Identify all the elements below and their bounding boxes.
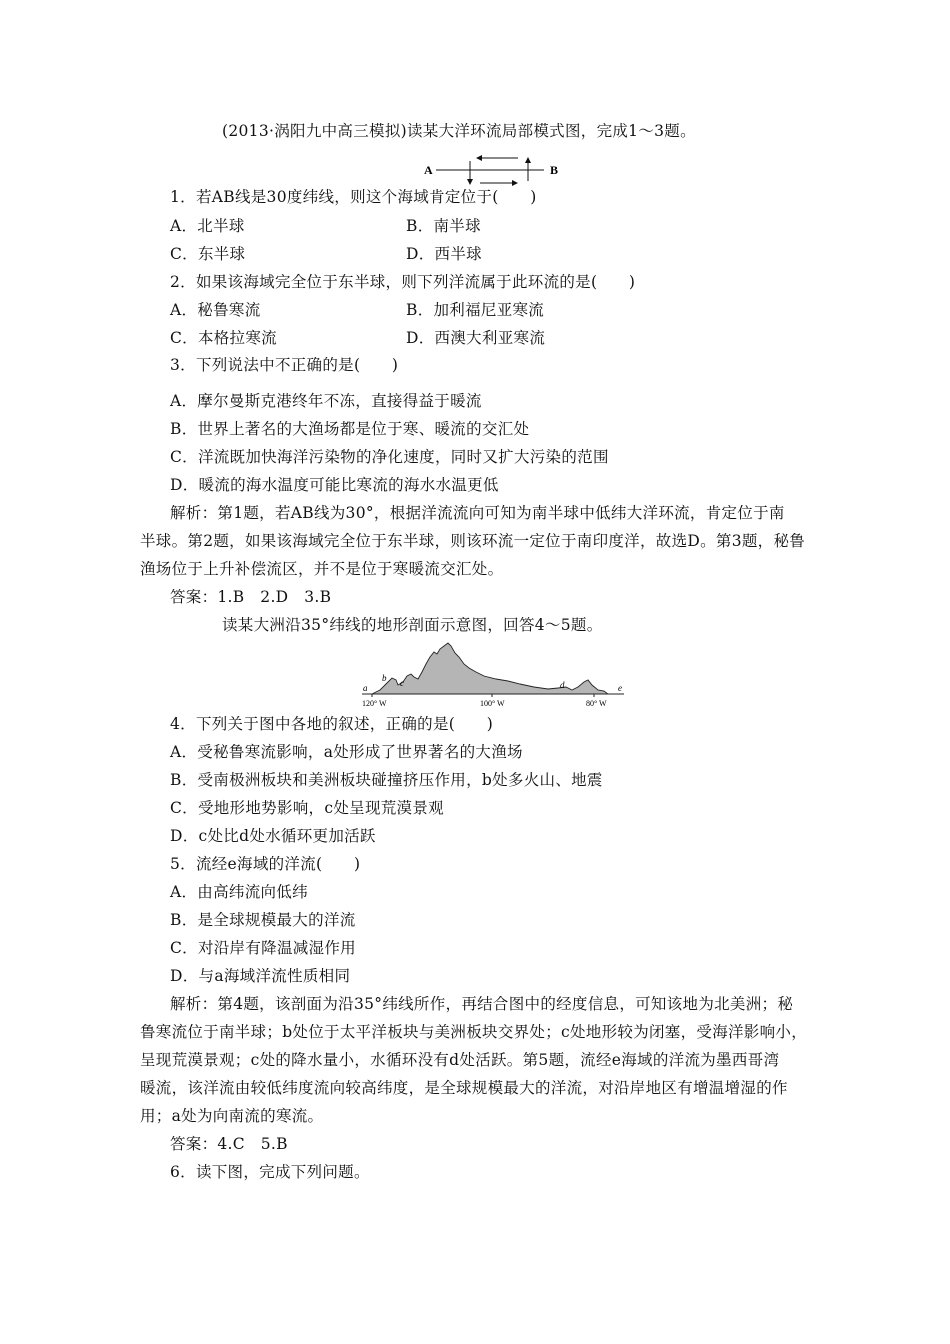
point-a-label: A <box>424 163 433 177</box>
question-6-stem: 6．读下图，完成下列问题。 <box>170 1163 370 1181</box>
q4-option-c: C．受地形地势影响，c处呈现荒漠景观 <box>170 799 444 817</box>
analysis-2-line-3: 呈现荒漠景观；c处的降水量小，水循环没有d处活跃。第5题，流经e海域的洋流为墨西哥湾 <box>140 1051 780 1069</box>
longitude-120w: 120° W <box>362 699 387 708</box>
analysis-2-line-4: 暖流，该洋流由较低纬度流向较高纬度，是全球规模最大的洋流，对沿岸地区有增温增湿的作 <box>140 1079 788 1097</box>
q2-option-b: B．加利福尼亚寒流 <box>406 301 545 319</box>
question-4-stem: 4．下列关于图中各地的叙述，正确的是( ) <box>170 715 494 733</box>
profile-label-c: c <box>400 678 404 688</box>
question-3-stem: 3．下列说法中不正确的是( ) <box>170 356 399 374</box>
intro-1-3: (2013·涡阳九中高三模拟)读某大洋环流局部模式图，完成1～3题。 <box>222 122 696 140</box>
q4-option-d: D．c处比d处水循环更加活跃 <box>170 827 376 845</box>
q1-option-d: D．西半球 <box>406 245 482 263</box>
longitude-80w: 80° W <box>586 699 607 708</box>
point-b-label: B <box>550 163 559 177</box>
profile-label-d: d <box>560 680 565 690</box>
q3-option-c: C．洋流既加快海洋污染物的净化速度，同时又扩大污染的范围 <box>170 448 609 466</box>
question-5-stem: 5．流经e海域的洋流( ) <box>170 855 361 873</box>
q4-option-a: A．受秘鲁寒流影响，a处形成了世界著名的大渔场 <box>170 743 523 761</box>
q5-option-a: A．由高纬流向低纬 <box>170 883 308 901</box>
q3-option-d: D．暖流的海水温度可能比寒流的海水水温更低 <box>170 476 499 494</box>
analysis-2-line-5: 用；a处为向南流的寒流。 <box>140 1107 324 1125</box>
q2-option-d: D．西澳大利亚寒流 <box>406 329 546 347</box>
intro-4-5: 读某大洲沿35°纬线的地形剖面示意图，回答4～5题。 <box>222 616 603 634</box>
terrain-profile-figure <box>358 640 630 710</box>
profile-label-b: b <box>382 673 387 683</box>
q2-option-c: C．本格拉寒流 <box>170 329 277 347</box>
answer-2: 答案：4.C 5.B <box>170 1135 288 1153</box>
analysis-1-line-3: 渔场位于上升补偿流区，并不是位于寒暖流交汇处。 <box>140 560 504 578</box>
analysis-2-line-1: 解析：第4题，该剖面为沿35°纬线所作，再结合图中的经度信息，可知该地为北美洲；秘 <box>170 995 794 1013</box>
question-1-stem: 1．若AB线是30度纬线，则这个海域肯定位于( ) <box>170 188 537 206</box>
analysis-2-line-2: 鲁寒流位于南半球；b处位于太平洋板块与美洲板块交界处；c处地形较为闭塞，受海洋影响小， <box>140 1023 808 1041</box>
analysis-1-line-2: 半球。第2题，如果该海域完全位于东半球，则该环流一定位于南印度洋，故选D。第3题，秘鲁 <box>140 532 806 550</box>
q5-option-d: D．与a海域洋流性质相同 <box>170 967 351 985</box>
q4-option-b: B．受南极洲板块和美洲板块碰撞挤压作用，b处多火山、地震 <box>170 771 603 789</box>
analysis-1-line-1: 解析：第1题，若AB线为30°，根据洋流流向可知为南半球中低纬大洋环流，肯定位于南 <box>170 504 785 522</box>
longitude-100w: 100° W <box>480 699 505 708</box>
answer-1: 答案：1.B 2.D 3.B <box>170 588 332 606</box>
q1-option-a: A．北半球 <box>170 217 245 235</box>
current-pattern-figure <box>424 150 570 188</box>
q2-option-a: A．秘鲁寒流 <box>170 301 261 319</box>
profile-label-e: e <box>618 683 622 693</box>
question-2-stem: 2．如果该海域完全位于东半球，则下列洋流属于此环流的是( ) <box>170 273 636 291</box>
q5-option-c: C．对沿岸有降温减湿作用 <box>170 939 356 957</box>
profile-label-a: a <box>363 683 368 693</box>
q1-option-b: B．南半球 <box>406 217 481 235</box>
q1-option-c: C．东半球 <box>170 245 246 263</box>
q5-option-b: B．是全球规模最大的洋流 <box>170 911 356 929</box>
q3-option-a: A．摩尔曼斯克港终年不冻，直接得益于暖流 <box>170 392 482 410</box>
q3-option-b: B．世界上著名的大渔场都是位于寒、暖流的交汇处 <box>170 420 530 438</box>
